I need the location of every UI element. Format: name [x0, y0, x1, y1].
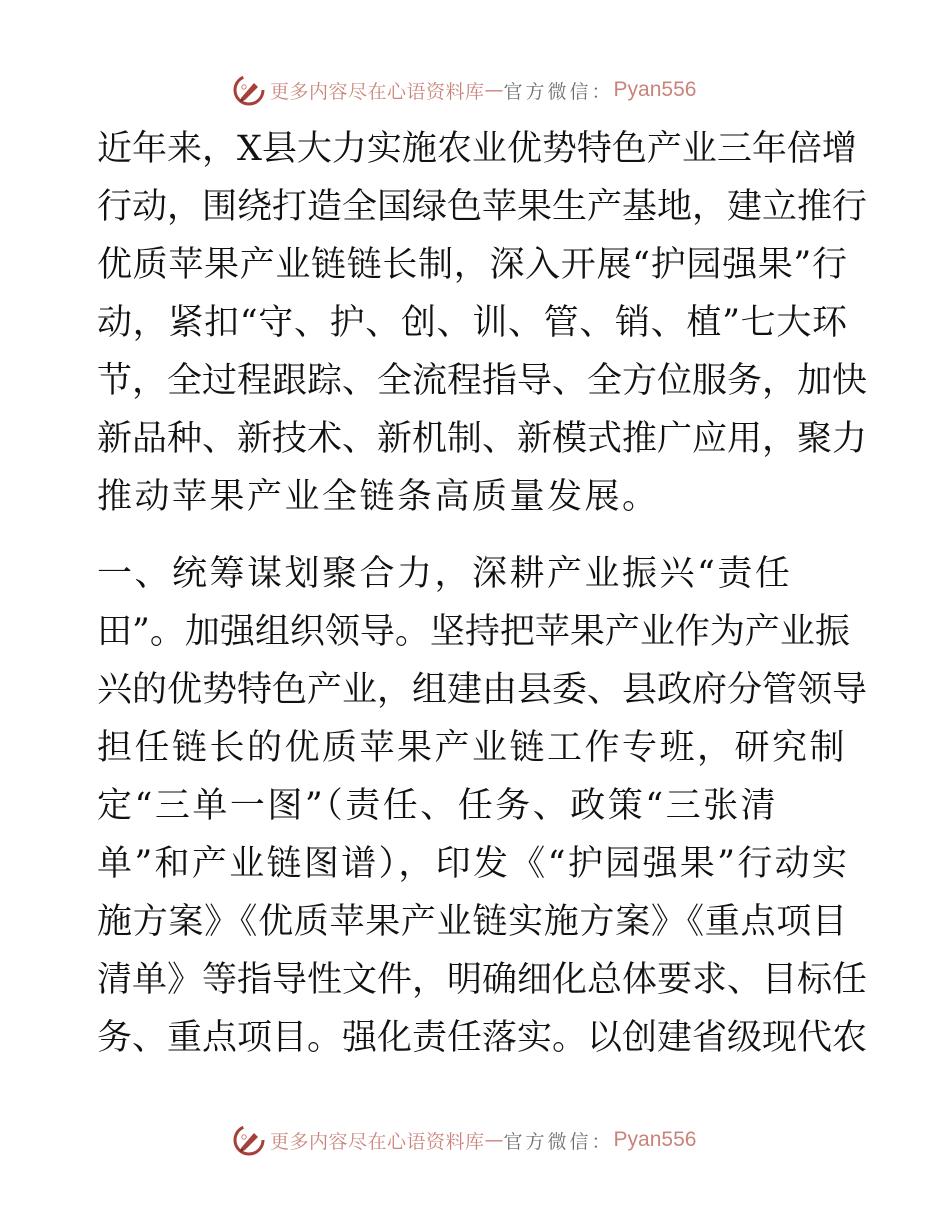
document-body — [97, 120, 868, 1067]
watermark-site-label: 更多内容尽在心语资料库 — [270, 80, 485, 103]
pen-nib-logo-icon — [232, 1123, 266, 1157]
text-line: 定“三单一图”（责任、任务、政策“三张清 — [97, 786, 779, 826]
watermark-wechat-label: 官方微信： — [503, 1130, 614, 1153]
text-line: 担任链长的优质苹果产业链工作专班，研究制 — [97, 728, 848, 768]
watermark-wechat-id: Pyan556 — [613, 78, 697, 101]
section-heading-line: 一、统筹谋划聚合力，深耕产业振兴“责任 — [97, 554, 793, 594]
watermark-dash: — — [484, 79, 504, 101]
watermark-wechat-id: Pyan556 — [613, 1128, 697, 1151]
text-line: 优质苹果产业链链长制，深入开展“护园强果”行 — [97, 245, 847, 285]
text-line: 推动苹果产业全链条高质量发展。 — [97, 477, 660, 517]
text-line: 兴的优势特色产业，组建由县委、县政府分管领导 — [97, 670, 868, 710]
text-line: 节，全过程跟踪、全流程指导、全方位服务，加快 — [97, 361, 868, 401]
paragraph-section-one — [97, 545, 868, 1067]
text-line: 行动，围绕打造全国绿色苹果生产基地，建立推行 — [97, 187, 868, 227]
text-line: 近年来，X县大力实施农业优势特色产业三年倍增 — [97, 129, 857, 169]
footer-watermark — [232, 1122, 696, 1158]
text-line: 务、重点项目。强化责任落实。以创建省级现代农 — [97, 1018, 868, 1058]
text-line: 新品种、新技术、新机制、新模式推广应用，聚力 — [97, 419, 868, 459]
watermark-site-label: 更多内容尽在心语资料库 — [270, 1130, 485, 1153]
text-line: 清单》等指导性文件，明确细化总体要求、目标任 — [97, 960, 868, 1000]
text-line: 单”和产业链图谱），印发《“护园强果”行动实 — [97, 844, 847, 884]
text-line: 田”。加强组织领导。坚持把苹果产业作为产业振 — [97, 612, 850, 652]
paragraph-intro — [97, 120, 868, 526]
watermark-dash: — — [484, 1129, 504, 1151]
text-line: 施方案》《优质苹果产业链实施方案》《重点项目 — [97, 902, 847, 942]
header-watermark — [232, 72, 696, 108]
watermark-wechat-label: 官方微信： — [503, 80, 614, 103]
paragraph-gap — [97, 526, 857, 545]
pen-nib-logo-icon — [232, 73, 266, 107]
text-line: 动，紧扣“守、护、创、训、管、销、植”七大环 — [97, 303, 847, 343]
